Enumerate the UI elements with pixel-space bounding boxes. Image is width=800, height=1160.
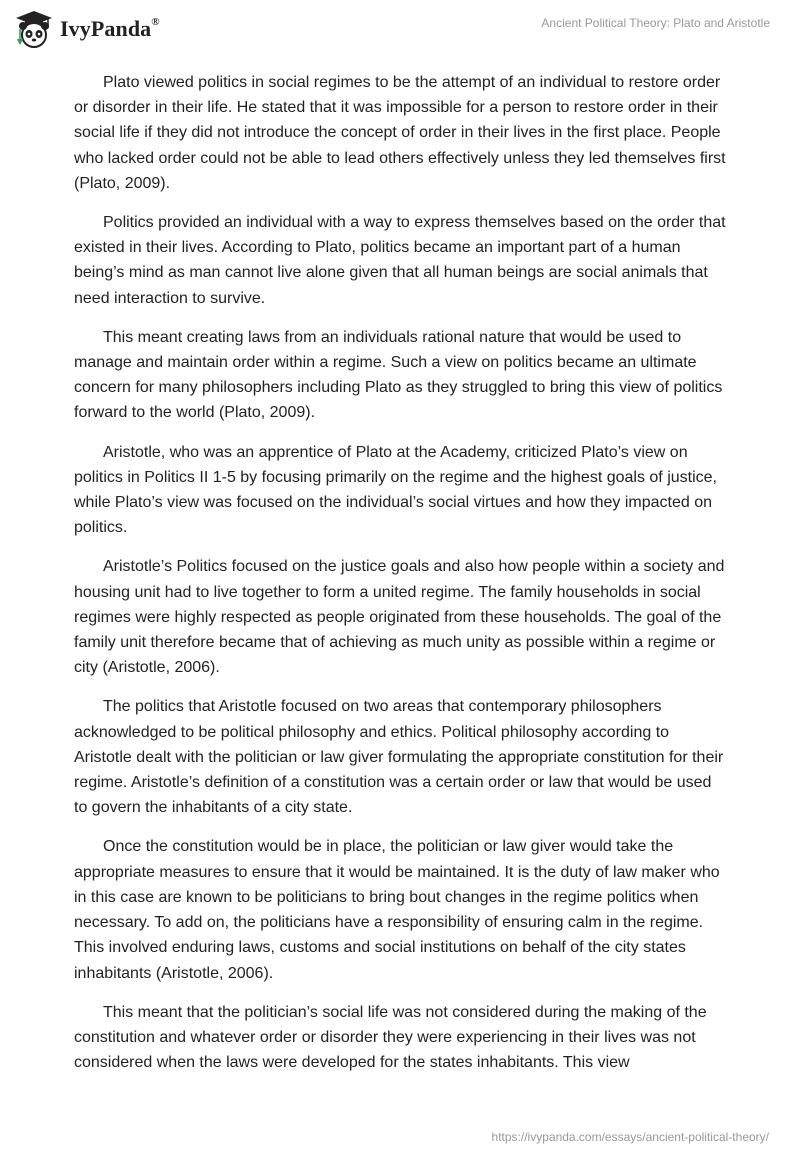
registered-mark: ® (151, 15, 160, 28)
panda-graduate-icon (14, 9, 54, 49)
page-header (0, 0, 800, 60)
paragraph: Aristotle, who was an apprentice of Plato at the Academy, criticized Plato’s view on politics in Politics II 1-5 by focusing primarily on the regime and the highest goals of justice, while Plato’s view was focused on the individual’s social virtues and how they impacted on politics. (74, 443, 717, 537)
document-title: Ancient Political Theory: Plato and Aristotle (541, 16, 770, 30)
logo[interactable] (14, 9, 160, 49)
source-url[interactable]: https://ivypanda.com/essays/ancient-political-theory/ (491, 1130, 769, 1144)
paragraph: Aristotle’s Politics focused on the justice goals and also how people within a society and housing unit had to live together to form a united regime. The family households in social regimes were highly respected as people originated from these households. The goal of the family unit therefore became that of achieving as much unity as possible within a regime or city (Aristotle, 2006). (74, 558, 725, 677)
paragraph: Plato viewed politics in social regimes to be the attempt of an individual to restore order or disorder in their life. He stated that it was impossible for a person to restore order in their social life if they did not introduce the concept of order in their lives in the first place. People who lacked order could not be able to lead others effectively unless they led themselves first (Plato, 2009). (74, 74, 726, 192)
brand-name: IvyPanda® (60, 15, 160, 41)
essay-body (74, 70, 728, 1089)
paragraph: Politics provided an individual with a way to express themselves based on the order that existed in their lives. According to Plato, politics became an important part of a human being’s mind as man cannot live alone given that all human beings are social animals that need interaction to survive. (74, 214, 726, 307)
paragraph: Once the constitution would be in place, the politician or law giver would take the appropriate measures to ensure that it would be maintained. It is the duty of law maker who in this case are known to be politicians to bring bout changes in the regime politics when necessary. To add on, the politicians have a responsibility of ensuring calm in the regime. This involved enduring laws, customs and social institutions on behalf of the city states inhabitants (Aristotle, 2006). (74, 838, 720, 982)
paragraph: The politics that Aristotle focused on two areas that contemporary philosophers acknowledged to be political philosophy and ethics. Political philosophy according to Aristotle dealt with the politician or law giver formulating the appropriate constitution for their regime. Aristotle’s definition of a constitution was a certain order or law that would be used to govern the inhabitants of a city state. (74, 698, 724, 817)
paragraph: This meant that the politician’s social life was not considered during the making of the constitution and whatever order or disorder they were experiencing in their lives was not considered when the laws were developed for the states inhabitants. This view (74, 1003, 707, 1072)
paragraph: This meant creating laws from an individuals rational nature that would be used to manage and maintain order within a regime. Such a view on politics became an ultimate concern for many philosophers including Plato as they struggled to bring this view of politics forward to the world (Plato, 2009). (74, 328, 723, 422)
